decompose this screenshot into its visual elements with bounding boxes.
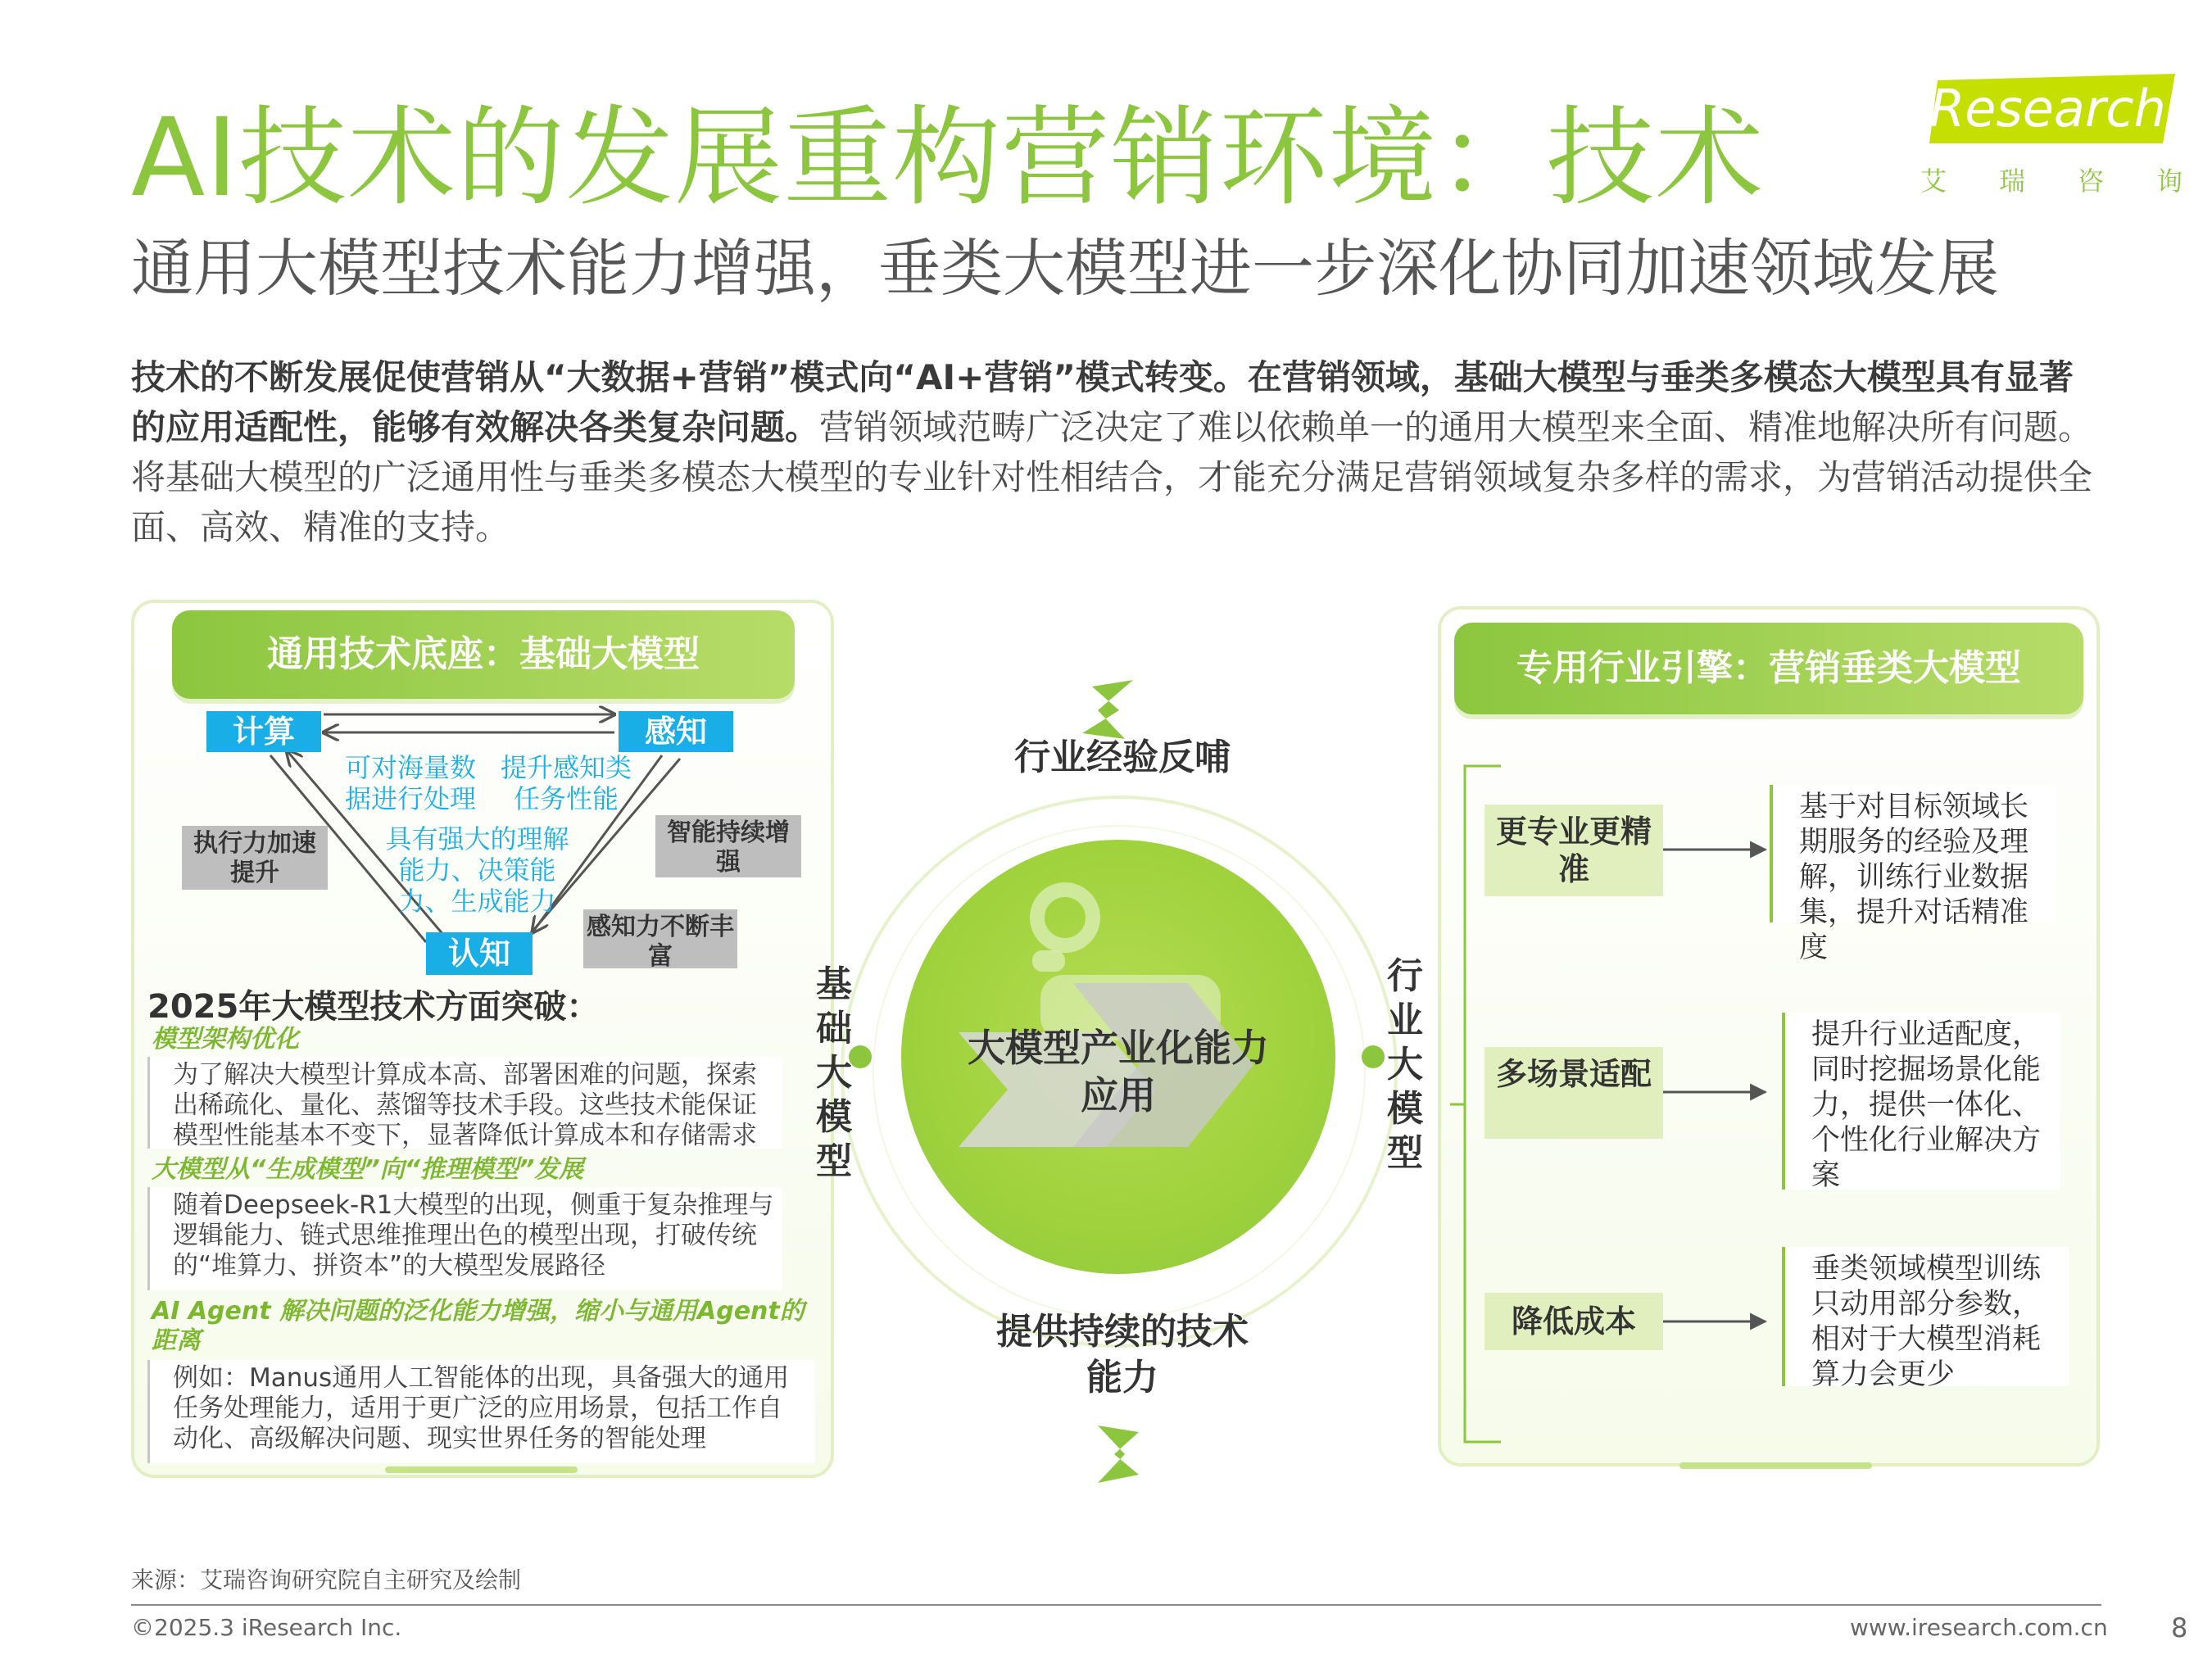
cycle-top-caption: 行业经验反哺 xyxy=(1014,737,1231,778)
gray-tag-perception: 感知力不断丰富 xyxy=(583,909,737,968)
copyright: ©2025.3 iResearch Inc. xyxy=(131,1614,402,1641)
breakthrough-heading: 大模型从“生成模型”向“推理模型”发展 xyxy=(152,1155,584,1184)
left-panel-header: 通用技术底座：基础大模型 xyxy=(172,610,795,699)
breakthrough-text: 为了解决大模型计算成本高、部署困难的问题，探索出稀疏化、量化、蒸馏等技术手段。这些技术能保证模型性能基本不变下，显著降低计算成本和存储需求 xyxy=(147,1057,782,1149)
page-subtitle: 通用大模型技术能力增强，垂类大模型进一步深化协同加速领域发展 xyxy=(131,232,1999,305)
feature-description: 提升行业适配度，同时挖掘场景化能力，提供一体化、个性化行业解决方案 xyxy=(1782,1013,2060,1190)
page-title: AI技术的发展重构营销环境：技术 xyxy=(131,95,1765,221)
left-panel-accent xyxy=(385,1466,578,1473)
source-note: 来源：艾瑞咨询研究院自主研究及绘制 xyxy=(131,1566,522,1593)
right-panel-header: 专用行业引擎：营销垂类大模型 xyxy=(1454,623,2083,714)
breakthrough-heading: AI Agent 解决问题的泛化能力增强，缩小与通用Agent的距离 xyxy=(152,1297,805,1355)
logo-char: 艾 xyxy=(1920,165,1947,197)
logo-chinese xyxy=(1920,161,2183,198)
head-icon xyxy=(1037,890,1093,945)
right-panel-accent xyxy=(1679,1462,1872,1469)
website-link[interactable]: www.iresearch.com.cn xyxy=(1850,1614,2108,1641)
logo-char: 瑞 xyxy=(1998,165,2025,197)
feature-box: 更专业更精准 xyxy=(1484,805,1663,896)
breakthrough-text: 随着Deepseek-R1大模型的出现，侧重于复杂推理与逻辑能力、链式思维推理出色的模型出现，打破传统的“堆算力、拼资本”的大模型发展路径 xyxy=(147,1187,782,1290)
intro-rest: 营销领域范畴广泛决定了难以依赖单一的通用大模型来全面、精准地解决所有问题。将基础大模型的广泛通用性与垂类多模态大模型的专业针对性相结合，才能充分满足营销领域复杂多样的需求，为营销活动提供全面、高效、精准的支持。 xyxy=(131,407,2093,547)
footer-divider xyxy=(131,1604,2101,1606)
feature-description: 垂类领域模型训练只动用部分参数，相对于大模型消耗算力会更少 xyxy=(1782,1247,2069,1386)
iresearch-logo xyxy=(1909,66,2187,197)
feature-box: 多场景适配 xyxy=(1484,1047,1663,1139)
breakthrough-text: 例如：Manus通用人工智能体的出现，具备强大的通用任务处理能力，适用于更广泛的应用场景，包括工作自动化、高级解决问题、现实世界任务的智能处理 xyxy=(147,1360,815,1463)
node-cognition: 认知 xyxy=(426,932,533,975)
feature-description: 基于对目标领域长期服务的经验及理解，训练行业数据集，提升对话精准度 xyxy=(1770,785,2056,922)
vertical-label-industry-model: 行业大模型 xyxy=(1387,955,1423,1174)
vertical-label-base-model: 基础大模型 xyxy=(816,963,852,1182)
intro-paragraph xyxy=(131,352,2097,552)
breakthrough-title: 2025年大模型技术方面突破： xyxy=(147,988,600,1026)
node-calc: 计算 xyxy=(206,711,321,752)
logo-wordmark: iResearch xyxy=(1915,79,2166,138)
feature-box: 降低成本 xyxy=(1484,1293,1663,1350)
gray-tag-execution: 执行力加速提升 xyxy=(182,826,328,890)
breakthrough-heading: 模型架构优化 xyxy=(152,1025,299,1054)
node-sense: 感知 xyxy=(619,711,733,752)
cycle-bottom-caption: 提供持续的技术能力 xyxy=(996,1311,1249,1398)
blue-label-sense: 提升感知类任务性能 xyxy=(500,752,632,814)
logo-char: 咨 xyxy=(2077,165,2104,197)
logo-char: 询 xyxy=(2155,165,2183,197)
bottom-chevron-icon xyxy=(1098,1426,1139,1483)
right-connector-dot xyxy=(1362,1045,1385,1068)
core-label: 大模型产业化能力应用 xyxy=(968,1026,1269,1117)
gray-tag-intelligence: 智能持续增强 xyxy=(655,815,801,877)
blue-label-data: 可对海量数据进行处理 xyxy=(344,752,476,814)
blue-label-cog: 具有强大的理解能力、决策能力、生成能力 xyxy=(385,823,569,917)
page-number: 8 xyxy=(2171,1612,2188,1643)
intro-bold: 技术的不断发展促使营销从“大数据+营销”模式向“AI+营销”模式转变。在营销领域，基础大模型与垂类多模态大模型具有显著的应用适配性，能够有效解决各类复杂问题。 xyxy=(131,357,2074,447)
